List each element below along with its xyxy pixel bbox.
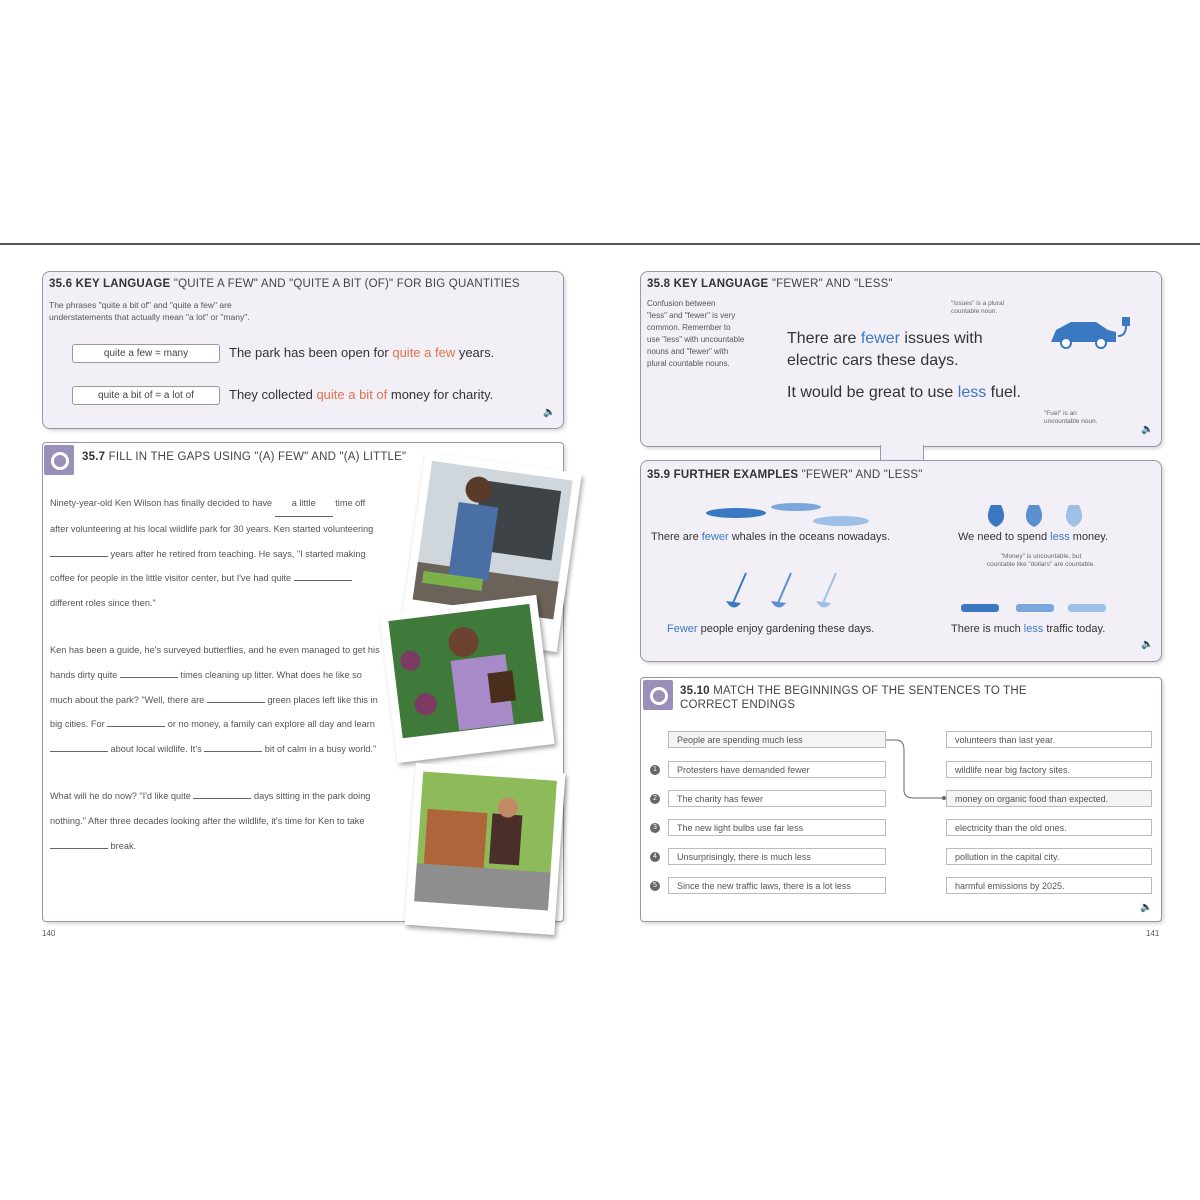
description-line: common. Remember to: [647, 323, 731, 332]
whales-icon: [701, 499, 881, 531]
example-sentence: We need to spend less money.: [958, 531, 1109, 543]
example-sentence: They collected quite a bit of money for charity.: [229, 387, 494, 402]
sentence-ending[interactable]: money on organic food than expected.: [946, 790, 1152, 807]
annotation: countable like "dollars" are countable.: [986, 561, 1096, 568]
description-line: nouns and "fewer" with: [647, 347, 729, 356]
section-title: KEY LANGUAGE: [673, 278, 769, 290]
gear-icon: [643, 680, 673, 710]
annotation: "Issues" is a plural: [951, 300, 1005, 307]
section-subtitle: "FEWER" AND "LESS": [771, 278, 893, 290]
section-35-8: [640, 271, 1162, 447]
match-connector-line: [886, 735, 948, 805]
description-line: Confusion between: [647, 299, 716, 308]
speaker-icon[interactable]: 🔈: [1141, 639, 1154, 650]
description-line: "less" and "fewer" is very: [647, 311, 736, 320]
item-number: 3: [650, 823, 660, 833]
section-35-9: [640, 460, 1162, 662]
annotation: "Fuel" is an: [1044, 410, 1077, 417]
gap-field[interactable]: [107, 726, 165, 727]
gap-field[interactable]: [204, 751, 262, 752]
gap-field[interactable]: [193, 798, 251, 799]
shovel-icon: [721, 571, 851, 613]
section-number: 35.6: [49, 278, 73, 290]
volunteer-illustration: [379, 595, 554, 763]
speaker-icon[interactable]: 🔈: [1141, 424, 1154, 435]
example-sentence: Fewer people enjoy gardening these days.: [667, 623, 875, 635]
section-title: FURTHER EXAMPLES: [673, 469, 799, 481]
rule-pill: quite a few = many: [72, 344, 220, 363]
section-number: 35.7: [82, 451, 106, 463]
gap-field[interactable]: [294, 580, 352, 581]
sentence-beginning[interactable]: The new light bulbs use far less: [668, 819, 886, 836]
paragraph: What will he do now? "I'd like quite days sitting in the park doing nothing." After three decades looking after the wildlife, it's time for Ken to take break.: [50, 790, 371, 851]
page-number-right: 141: [1146, 929, 1160, 938]
gap-fill-text: [50, 491, 380, 880]
section-35-6: [42, 271, 564, 429]
electric-car-icon: [1046, 312, 1136, 352]
section-subtitle: "QUITE A FEW" AND "QUITE A BIT (OF)" FOR BIG QUANTITIES: [173, 278, 520, 290]
sentence-ending[interactable]: pollution in the capital city.: [946, 848, 1152, 865]
gap-field[interactable]: [207, 702, 265, 703]
sentence-ending[interactable]: harmful emissions by 2025.: [946, 877, 1152, 894]
section-title: FILL IN THE GAPS USING "(A) FEW" AND "(A) LITTLE": [108, 451, 407, 463]
example-sentence: electric cars these days.: [787, 352, 959, 369]
speaker-icon[interactable]: 🔈: [1140, 902, 1153, 913]
description-line: The phrases "quite a bit of" and "quite a few" are: [49, 300, 232, 310]
sentence-beginning[interactable]: People are spending much less: [668, 731, 886, 748]
item-number: 1: [650, 765, 660, 775]
sentence-beginning[interactable]: Since the new traffic laws, there is a lot less: [668, 877, 886, 894]
annotation: countable noun.: [951, 308, 998, 315]
traffic-cars-icon: [956, 599, 1116, 615]
connector: [880, 445, 924, 461]
sentence-beginning[interactable]: The charity has fewer: [668, 790, 886, 807]
section-subtitle: "FEWER" AND "LESS": [801, 469, 923, 481]
rule-pill: quite a bit of = a lot of: [72, 386, 220, 405]
money-bag-icon: [981, 493, 1091, 531]
gear-icon: [44, 445, 74, 475]
gap-field[interactable]: [120, 677, 178, 678]
description-line: plural countable nouns.: [647, 359, 730, 368]
sentence-ending[interactable]: wildlife near big factory sites.: [946, 761, 1152, 778]
photo-volunteer: [379, 595, 554, 763]
photo-bench: [405, 763, 566, 935]
section-number: 35.9: [647, 469, 671, 481]
page-number-left: 140: [42, 929, 56, 938]
gap-field[interactable]: [50, 556, 108, 557]
sentence-beginning[interactable]: Protesters have demanded fewer: [668, 761, 886, 778]
example-sentence: There is much less traffic today.: [951, 623, 1106, 635]
bench-illustration: [405, 763, 566, 935]
description-line: use "less" with uncountable: [647, 335, 745, 344]
speaker-icon[interactable]: 🔈: [543, 407, 556, 418]
sentence-beginning[interactable]: Unsurprisingly, there is much less: [668, 848, 886, 865]
example-sentence: There are fewer whales in the oceans nowadays.: [651, 531, 891, 543]
gap-field[interactable]: [50, 848, 108, 849]
paragraph: Ninety-year-old Ken Wilson has finally decided to have a little time off after volunteering at his local wildlife park for 30 years. Ken started volunteering years after he retired from teaching. He says, "I started making coffee for people in the little visitor center, but I've had quite different roles since then.": [50, 491, 380, 616]
item-number: 5: [650, 881, 660, 891]
annotation: uncountable noun.: [1044, 418, 1098, 425]
example-sentence: There are fewer issues with: [787, 330, 983, 347]
section-title: KEY LANGUAGE: [75, 278, 171, 290]
section-number: 35.10: [680, 685, 710, 697]
item-number: 2: [650, 794, 660, 804]
section-title: MATCH THE BEGINNINGS OF THE SENTENCES TO THE: [713, 685, 1027, 697]
example-sentence: The park has been open for quite a few years.: [229, 345, 495, 360]
annotation: "Money" is uncountable, but: [1000, 553, 1082, 560]
paragraph: Ken has been a guide, he's surveyed butterflies, and he even managed to get his hands dirty quite times cleaning up litter. What does he like so much about the park? "Well, there are green places left like this in big cities. For or no money, a family can explore all day and learn about local wildlife. It's bit of calm in a busy world.": [50, 644, 380, 755]
sentence-ending[interactable]: volunteers than last year.: [946, 731, 1152, 748]
section-title: CORRECT ENDINGS: [680, 699, 796, 711]
gap-answer[interactable]: a little: [275, 491, 333, 517]
sentence-ending[interactable]: electricity than the old ones.: [946, 819, 1152, 836]
gap-field[interactable]: [50, 751, 108, 752]
section-number: 35.8: [647, 278, 671, 290]
description-line: understatements that actually mean "a lot" or "many".: [49, 312, 250, 322]
example-sentence: It would be great to use less fuel.: [787, 384, 1021, 401]
item-number: 4: [650, 852, 660, 862]
